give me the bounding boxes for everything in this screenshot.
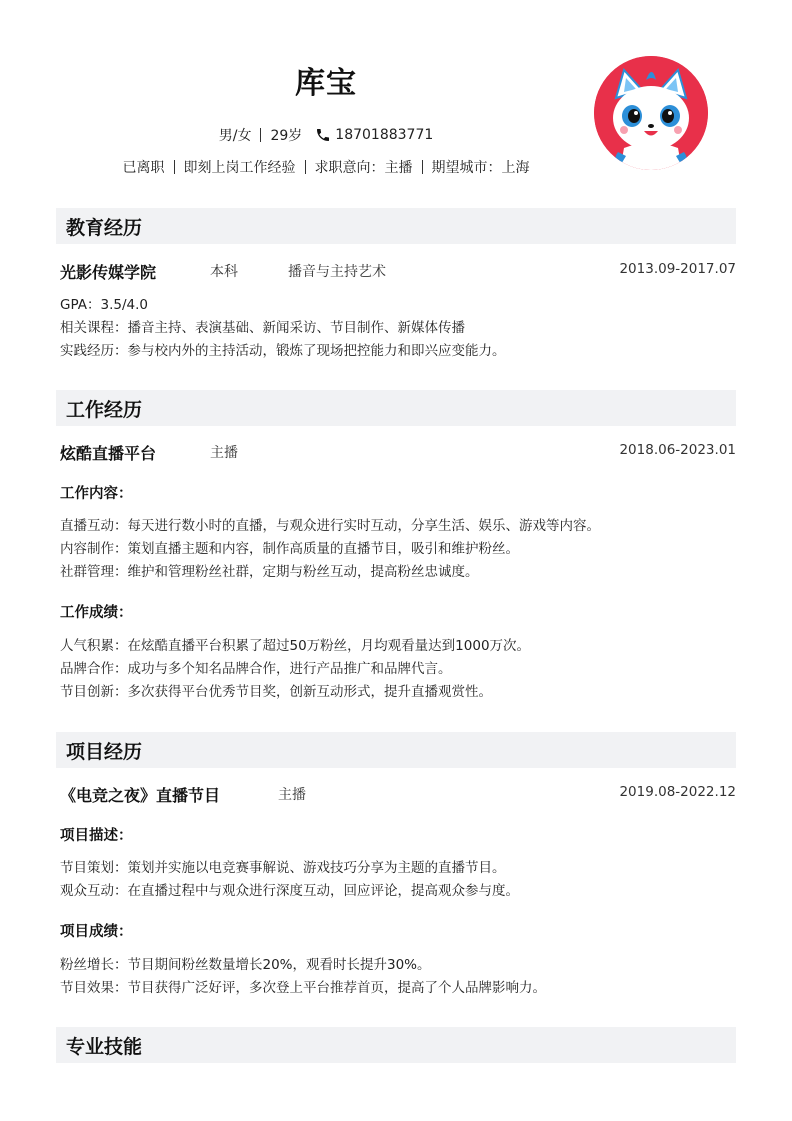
role-text: 主播 xyxy=(278,787,306,803)
work-results-title: 工作成绩： xyxy=(60,605,133,621)
cartoon-cat-avatar-icon xyxy=(594,56,708,170)
age-text: 29岁 xyxy=(270,128,303,144)
project-result-line: 节目效果：节目获得广泛好评，多次登上平台推荐首页，提高了个人品牌影响力。 xyxy=(60,980,546,996)
section-title: 项目经历 xyxy=(66,741,143,763)
project-name: 《电竞之夜》直播节目 xyxy=(60,786,221,805)
date-range: 2013.09-2017.07 xyxy=(619,261,736,277)
major-text: 播音与主持艺术 xyxy=(288,264,386,280)
section-title: 工作经历 xyxy=(66,399,143,421)
project-results-title: 项目成绩： xyxy=(60,924,133,940)
project-desc-line: 节目策划：策划并实施以电竞赛事解说、游戏技巧分享为主题的直播节目。 xyxy=(60,860,506,876)
job-status-line xyxy=(0,157,652,177)
section-header-education xyxy=(56,208,736,244)
education-detail: GPA：3.5/4.0 xyxy=(60,297,148,313)
project-desc-title: 项目描述： xyxy=(60,828,133,844)
role-text: 主播 xyxy=(210,445,238,461)
phone-text[interactable]: 18701883771 xyxy=(335,127,434,143)
date-range: 2019.08-2022.12 xyxy=(619,784,736,800)
project-desc-line: 观众互动：在直播过程中与观众进行深度互动，回应评论，提高观众参与度。 xyxy=(60,883,519,899)
work-result-line: 人气积累：在炫酷直播平台积累了超过50万粉丝，月均观看量达到1000万次。 xyxy=(60,638,531,654)
work-content-line: 社群管理：维护和管理粉丝社群，定期与粉丝互动，提高粉丝忠诚度。 xyxy=(60,564,479,580)
divider xyxy=(422,160,423,174)
degree-text: 本科 xyxy=(210,264,238,280)
work-result-line: 节目创新：多次获得平台优秀节目奖，创新互动形式，提升直播观赏性。 xyxy=(60,684,492,700)
section-title: 教育经历 xyxy=(66,217,143,239)
section-title: 专业技能 xyxy=(66,1036,143,1058)
divider xyxy=(305,160,306,174)
basic-info-line xyxy=(0,125,652,145)
spacer xyxy=(308,128,309,142)
section-header-work xyxy=(56,390,736,426)
education-detail: 实践经历：参与校内外的主持活动，锻炼了现场把控能力和即兴应变能力。 xyxy=(60,343,506,359)
avatar xyxy=(594,56,708,170)
project-result-line: 粉丝增长：节目期间粉丝数量增长20%，观看时长提升30%。 xyxy=(60,957,431,973)
work-row xyxy=(60,441,736,463)
education-detail: 相关课程：播音主持、表演基础、新闻采访、节目制作、新媒体传播 xyxy=(60,320,465,336)
gender-text: 男/女 xyxy=(218,128,252,144)
work-result-line: 品牌合作：成功与多个知名品牌合作，进行产品推广和品牌代言。 xyxy=(60,661,452,677)
work-content-line: 内容制作：策划直播主题和内容，制作高质量的直播节目，吸引和维护粉丝。 xyxy=(60,541,519,557)
section-header-project xyxy=(56,732,736,768)
education-row xyxy=(60,260,736,282)
availability-text: 即刻上岗工作经验 xyxy=(183,160,296,176)
date-range: 2018.06-2023.01 xyxy=(619,442,736,458)
status-text: 已离职 xyxy=(122,160,165,176)
city-text: 期望城市：上海 xyxy=(431,160,530,176)
candidate-name: 库宝 xyxy=(295,66,357,101)
section-header-skills xyxy=(56,1027,736,1063)
school-name: 光影传媒学院 xyxy=(60,263,157,282)
work-content-line: 直播互动：每天进行数小时的直播，与观众进行实时互动，分享生活、娱乐、游戏等内容。 xyxy=(60,518,600,534)
intention-text: 求职意向：主播 xyxy=(314,160,413,176)
phone-icon xyxy=(315,127,331,143)
work-content-title: 工作内容： xyxy=(60,486,133,502)
company-name: 炫酷直播平台 xyxy=(60,444,157,463)
divider xyxy=(174,160,175,174)
divider xyxy=(260,128,261,142)
project-row xyxy=(60,783,736,805)
